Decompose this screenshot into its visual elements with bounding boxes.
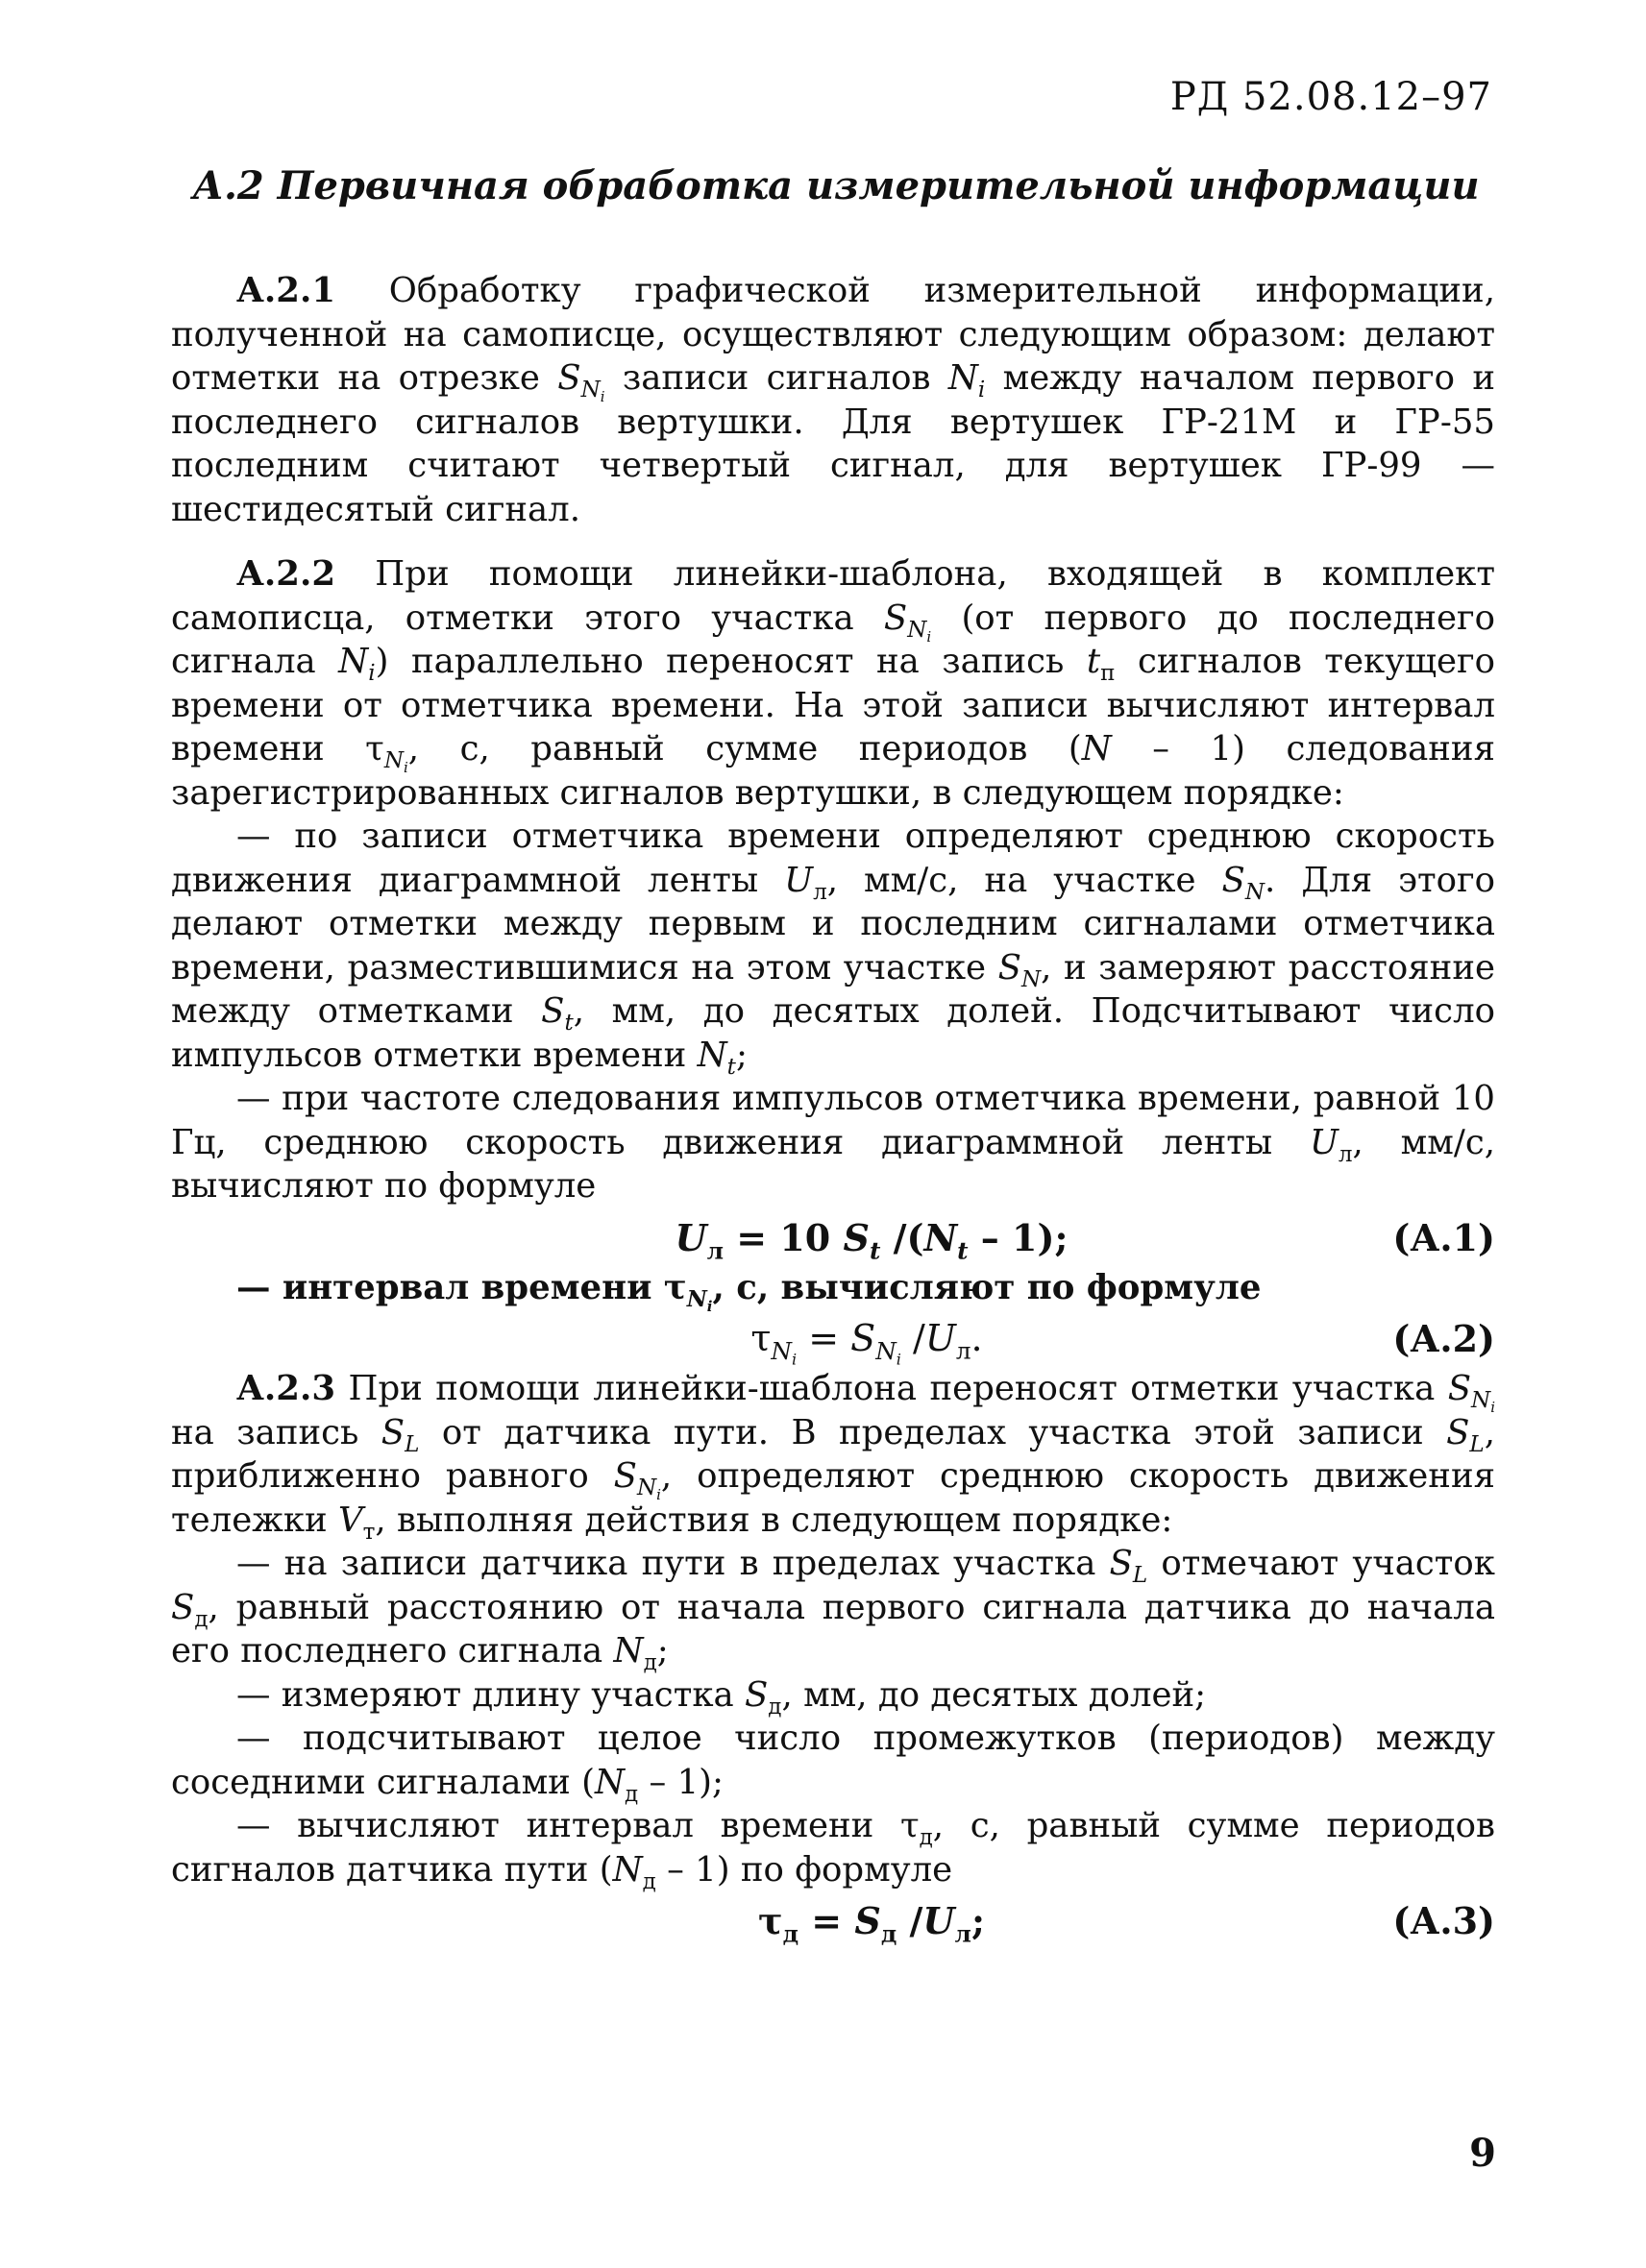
equation-number: (А.1) <box>1392 1215 1495 1259</box>
text: , равный расстоянию от начала первого сигнала датчика до начала его последнего сигнала <box>171 1587 1495 1671</box>
subscript: t <box>564 1011 574 1036</box>
text: = <box>798 1899 855 1942</box>
text: от датчика пути. В пределах участка этой записи <box>419 1412 1447 1452</box>
text: , мм/с, вычисляют по формуле <box>171 1122 1496 1206</box>
subscript: л <box>813 879 827 905</box>
text: , выполняя действия в следующем порядке: <box>375 1500 1173 1540</box>
text: — измеряют длину участка <box>236 1674 745 1715</box>
text: — при частоте следования импульсов отметчика времени, равной 10 Гц, среднюю скорость движения диаграммной ленты <box>171 1079 1495 1162</box>
variable: S <box>1109 1544 1133 1583</box>
text: — вычисляют интервал времени τ <box>236 1806 920 1845</box>
formula-a3 <box>171 1891 1495 1949</box>
variable: N <box>613 1631 644 1671</box>
subscript: л <box>954 1919 971 1948</box>
subscript: т <box>362 1519 376 1545</box>
text: — интервал времени τ <box>236 1267 687 1307</box>
subscript: i <box>600 388 605 406</box>
subscript: i <box>404 759 408 777</box>
variable: U <box>1309 1122 1339 1162</box>
variable: S <box>997 947 1021 988</box>
text: ; <box>735 1035 748 1075</box>
variable: S <box>557 358 581 398</box>
subscript: д <box>625 1781 639 1807</box>
text: , с, равный сумме периодов сигналов датчика пути ( <box>171 1806 1495 1890</box>
list-item <box>171 1673 1495 1718</box>
subscript: L <box>1132 1563 1148 1589</box>
text: При помощи линейки-шаблона, входящей в комплект самописца, отметки этого участка <box>171 554 1495 638</box>
text: – 1) по формуле <box>655 1849 953 1890</box>
text: , и замеряют расстояние между отметками <box>171 947 1495 1031</box>
list-item <box>171 1266 1495 1315</box>
text: , с, вычисляют по формуле <box>712 1267 1262 1307</box>
text: / <box>897 1899 923 1942</box>
clause-number: А.2.1 <box>236 271 336 310</box>
list-item <box>171 1717 1495 1807</box>
subscript: д <box>643 1650 657 1676</box>
equation-number: (А.3) <box>1392 1899 1495 1942</box>
variable: τ <box>758 1899 783 1942</box>
variable: S <box>541 991 565 1031</box>
text: на запись <box>171 1412 381 1452</box>
list-item <box>171 815 1496 1080</box>
text: Обработку графической измерительной информации, полученной на самописце, осуществляют следующим образом: делают отметки на отрезке <box>171 271 1495 398</box>
text: /( <box>880 1215 924 1259</box>
formula-a2 <box>171 1309 1495 1367</box>
subscript: t <box>726 1054 736 1080</box>
text: — на записи датчика пути в пределах участка <box>236 1544 1110 1583</box>
formula-expression <box>171 1899 1495 1948</box>
subscript: t <box>869 1236 881 1265</box>
formula-expression <box>171 1317 1495 1369</box>
text: . <box>970 1317 983 1359</box>
text: – 1) следования зарегистрированных сигналов вертушки, в следующем порядке: <box>171 729 1495 813</box>
variable: N <box>1081 729 1112 768</box>
paragraph-a22 <box>171 552 1495 815</box>
subscript: N <box>383 748 404 774</box>
text: = <box>797 1317 851 1359</box>
formula-a1 <box>171 1208 1495 1266</box>
text: , определяют среднюю скорость движения тележки <box>171 1456 1495 1540</box>
variable: V <box>338 1500 363 1540</box>
text: При помощи линейки-шаблона переносят отметки участка <box>335 1369 1448 1408</box>
variable: S <box>1447 1369 1472 1408</box>
subscript: N <box>636 1475 657 1501</box>
subscript: д <box>782 1919 799 1948</box>
subscript: N <box>771 1336 792 1365</box>
subscript: д <box>768 1694 782 1719</box>
text: сигналов текущего времени от отметчика времени. На этой записи вычисляют интервал времени τ <box>171 642 1496 768</box>
text: записи сигналов <box>604 358 948 398</box>
variable: S <box>850 1317 876 1359</box>
variable: N <box>594 1762 626 1802</box>
text: , мм/с, на участке <box>826 860 1222 900</box>
subscript: N <box>1244 879 1265 905</box>
text: — по записи отметчика времени определяют среднюю скорость движения диаграммной ленты <box>171 817 1495 900</box>
text: , с, равный сумме периодов ( <box>407 729 1082 768</box>
subscript: N <box>875 1336 897 1365</box>
text: , мм, до десятых долей; <box>781 1674 1207 1715</box>
variable: τ <box>750 1317 772 1359</box>
variable: U <box>784 860 814 900</box>
subscript: N <box>907 617 927 643</box>
variable: S <box>883 597 908 638</box>
document-code: РД 52.08.12–97 <box>1169 75 1492 119</box>
subscript: t <box>957 1236 969 1265</box>
variable: S <box>1446 1412 1470 1452</box>
variable: N <box>923 1215 958 1259</box>
section-title: А.2 Первичная обработка измерительной информации <box>192 163 1480 208</box>
text: ; <box>656 1631 669 1671</box>
subscript: i <box>792 1350 798 1369</box>
variable: U <box>922 1899 955 1942</box>
subscript: л <box>706 1236 725 1265</box>
text: , приближенно равного <box>171 1412 1496 1496</box>
subscript: i <box>896 1350 901 1369</box>
variable: S <box>744 1674 769 1715</box>
subscript: i <box>368 661 376 687</box>
subscript: N <box>686 1285 707 1312</box>
subscript: i <box>926 627 932 646</box>
clause-number: А.2.3 <box>236 1369 336 1408</box>
paragraph-a23 <box>171 1367 1496 1545</box>
text: — подсчитывают целое число промежутков (периодов) между соседними сигналами ( <box>171 1719 1495 1802</box>
subscript: д <box>880 1919 897 1948</box>
text: между началом первого и последнего сигналов вертушки. Для вертушек ГР-21М и ГР-55 последним считают четвертый сигнал, для вертушек ГР-99 — шестидесятый сигнал. <box>171 358 1496 529</box>
text: / <box>900 1317 925 1359</box>
subscript: L <box>405 1431 420 1457</box>
variable: S <box>843 1215 870 1259</box>
variable: N <box>947 358 978 398</box>
formula-expression <box>171 1215 1495 1265</box>
subscript: L <box>1469 1431 1485 1457</box>
subscript: i <box>656 1486 661 1504</box>
variable: S <box>854 1899 881 1942</box>
text: , мм, до десятых долей. Подсчитывают число импульсов отметки времени <box>171 991 1495 1075</box>
variable: N <box>338 642 369 681</box>
variable: U <box>675 1215 707 1259</box>
subscript: д <box>194 1606 209 1632</box>
equation-number: (А.2) <box>1392 1317 1495 1360</box>
subscript: л <box>1338 1141 1353 1167</box>
variable: S <box>171 1587 195 1627</box>
variable: S <box>381 1412 405 1452</box>
variable: S <box>1221 860 1245 900</box>
subscript: i <box>706 1297 713 1315</box>
text: . Для этого делают отметки между первым и последним сигналами отметчика времени, разместившимися на этом участке <box>171 860 1496 988</box>
paragraph-a21 <box>171 269 1495 531</box>
page-number: 9 <box>1469 2131 1496 2176</box>
subscript: N <box>580 378 601 403</box>
subscript: д <box>919 1825 933 1851</box>
text: отмечают участок <box>1147 1544 1495 1583</box>
variable: N <box>612 1849 643 1890</box>
list-item <box>171 1077 1495 1208</box>
list-item <box>171 1804 1495 1894</box>
variable: N <box>697 1035 727 1075</box>
subscript: N <box>1020 966 1042 992</box>
text: (от первого до последнего сигнала <box>171 597 1495 681</box>
variable: U <box>924 1317 956 1359</box>
document-body <box>171 269 1495 1949</box>
text: = 10 <box>724 1215 844 1259</box>
text: – 1); <box>638 1762 724 1802</box>
variable: t <box>1086 642 1101 681</box>
subscript: л <box>955 1336 971 1365</box>
text: ; <box>970 1899 985 1942</box>
subscript: п <box>1100 661 1116 687</box>
clause-number: А.2.2 <box>236 554 336 594</box>
subscript: i <box>1490 1399 1495 1417</box>
list-item <box>171 1542 1495 1676</box>
subscript: д <box>642 1868 656 1894</box>
text: ) параллельно переносят на запись <box>375 642 1087 681</box>
text: – 1); <box>968 1215 1069 1259</box>
subscript: N <box>1471 1388 1491 1414</box>
variable: S <box>613 1456 637 1496</box>
subscript: i <box>977 378 986 403</box>
